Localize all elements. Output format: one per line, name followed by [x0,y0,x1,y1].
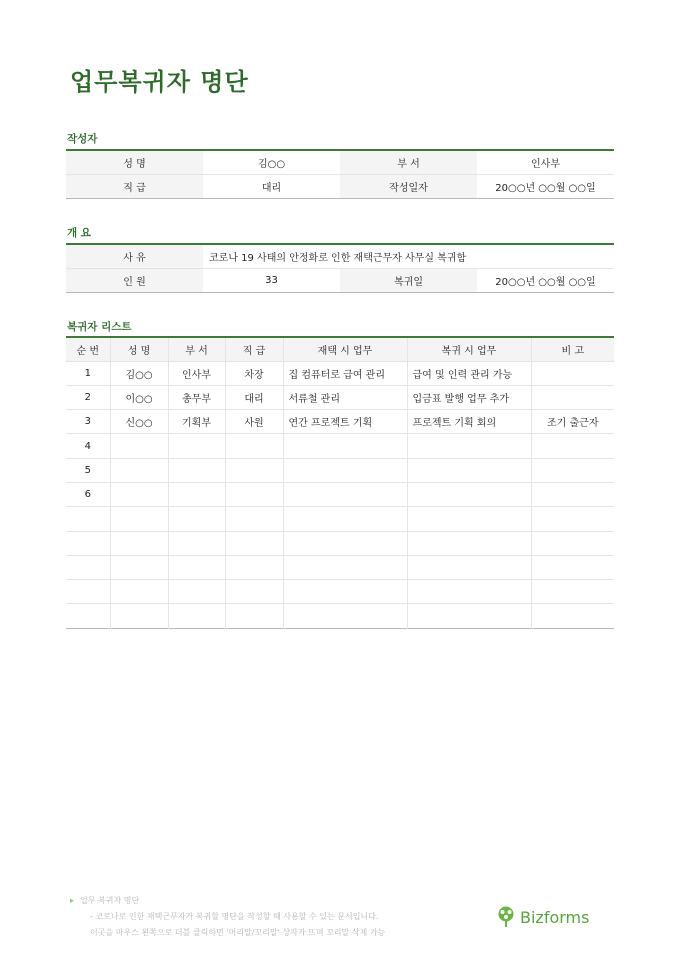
footer-description: - 코로나로 인한 재택근무자가 복귀할 명단을 작성할 때 사용할 수 있는 문서입니다. [90,912,379,921]
return-task-cell[interactable] [407,555,531,579]
name-value[interactable]: 김○○ [203,150,340,174]
remote-task-cell[interactable] [283,580,407,604]
name-label: 성 명 [66,150,203,174]
date-label: 작성일자 [340,174,477,198]
return-task-cell[interactable]: 급여 및 인력 관리 가능 [407,361,531,385]
row-number-cell[interactable]: 6 [66,482,110,506]
returnee-name-cell[interactable] [110,482,168,506]
reason-value[interactable]: 코로나 19 사태의 안정화로 인한 재택근무자 사무실 복귀함 [203,244,614,268]
returnee-name-cell[interactable]: 신○○ [110,410,168,434]
note-cell[interactable] [531,580,614,604]
footer-hint: 이곳을 마우스 왼쪽으로 더블 클릭하면 '머리말/꼬리말' 상자가 뜨며 꼬리말 삭제 가능 [90,928,386,937]
column-header-note: 비 고 [531,337,614,361]
returnee-department-cell[interactable]: 총무부 [168,385,225,409]
returnee-rank-cell[interactable]: 대리 [225,385,283,409]
rank-label: 직 급 [66,174,203,198]
remote-task-cell[interactable] [283,555,407,579]
return-date-value[interactable]: 20○○년 ○○월 ○○일 [495,276,596,288]
writer-table [66,149,614,199]
column-header-return-work: 복귀 시 업무 [407,337,531,361]
return-task-cell[interactable] [407,507,531,531]
returnee-name-cell[interactable] [110,531,168,555]
note-cell[interactable] [531,507,614,531]
remote-task-cell[interactable]: 연간 프로젝트 기획 [283,410,407,434]
row-number-cell[interactable] [66,580,110,604]
remote-task-cell[interactable] [283,434,407,458]
return-task-cell[interactable] [407,434,531,458]
returnee-rank-cell[interactable] [225,580,283,604]
column-header-no: 순 번 [66,337,110,361]
returnee-name-cell[interactable] [110,458,168,482]
row-number-cell[interactable]: 5 [66,458,110,482]
footer-title: 업무 복귀자 명단 [80,896,140,905]
table-row [66,410,614,434]
remote-task-cell[interactable] [283,507,407,531]
return-task-cell[interactable] [407,604,531,628]
returnee-rank-cell[interactable] [225,458,283,482]
headcount-value[interactable]: 33 [265,274,278,286]
row-number-cell[interactable]: 4 [66,434,110,458]
row-number-cell[interactable] [66,604,110,628]
returnee-rank-cell[interactable] [225,604,283,628]
returnee-rank-cell[interactable] [225,531,283,555]
returnee-rank-cell[interactable] [225,482,283,506]
brand-name: Bizforms [520,907,590,927]
overview-section-title: 개 요 [67,227,91,239]
note-cell[interactable] [531,604,614,628]
date-value[interactable]: 20○○년 ○○월 ○○일 [495,182,596,194]
note-cell[interactable] [531,385,614,409]
tree-logo-icon [496,906,516,928]
row-number-cell[interactable] [66,507,110,531]
note-cell[interactable] [531,434,614,458]
table-row [66,531,614,555]
column-header-rank: 직 급 [225,337,283,361]
table-row [66,268,614,292]
returnee-rank-cell[interactable] [225,434,283,458]
returnee-rank-cell[interactable]: 사원 [225,410,283,434]
return-date-label: 복귀일 [340,268,477,292]
returnee-rank-cell[interactable] [225,507,283,531]
department-value[interactable]: 인사부 [477,150,614,174]
column-header-remote-work: 재택 시 업무 [283,337,407,361]
returnee-name-cell[interactable] [110,434,168,458]
remote-task-cell[interactable] [283,458,407,482]
return-task-cell[interactable]: 프로젝트 기획 회의 [407,410,531,434]
returnee-name-cell[interactable] [110,507,168,531]
table-row [66,150,614,174]
column-header-name: 성 명 [110,337,168,361]
footer [70,893,385,941]
table-row [66,555,614,579]
returnee-rank-cell[interactable]: 차장 [225,361,283,385]
table-row [66,458,614,482]
table-row [66,434,614,458]
headcount-label: 인 원 [66,268,203,292]
returnee-department-cell[interactable] [168,507,225,531]
note-cell[interactable] [531,531,614,555]
returnee-name-cell[interactable]: 김○○ [110,361,168,385]
returnee-department-cell[interactable] [168,434,225,458]
returnee-department-cell[interactable] [168,531,225,555]
returnee-department-cell[interactable] [168,482,225,506]
note-cell[interactable] [531,555,614,579]
remote-task-cell[interactable] [283,531,407,555]
triangle-bullet-icon: ▸ [70,896,75,905]
returnee-department-cell[interactable]: 기획부 [168,410,225,434]
return-task-cell[interactable] [407,482,531,506]
table-row [66,244,614,268]
returnee-department-cell[interactable] [168,604,225,628]
remote-task-cell[interactable] [283,604,407,628]
note-cell[interactable] [531,482,614,506]
note-cell[interactable] [531,458,614,482]
returnee-department-cell[interactable] [168,580,225,604]
department-label: 부 서 [340,150,477,174]
table-row [66,385,614,409]
table-row [66,361,614,385]
note-cell[interactable] [531,361,614,385]
returnee-department-cell[interactable] [168,458,225,482]
table-row [66,507,614,531]
row-number-cell[interactable] [66,531,110,555]
return-task-cell[interactable] [407,531,531,555]
table-row [66,482,614,506]
overview-table [66,243,614,293]
returnee-rank-cell[interactable] [225,555,283,579]
remote-task-cell[interactable] [283,482,407,506]
page-title: 업무복귀자 명단 [70,68,249,96]
rank-value[interactable]: 대리 [261,182,282,194]
writer-section-title: 작성자 [67,133,98,145]
table-header-row [66,337,614,361]
return-task-cell[interactable] [407,458,531,482]
returnee-department-cell[interactable]: 인사부 [168,361,225,385]
returnee-table [66,336,614,629]
returnee-name-cell[interactable] [110,604,168,628]
row-number-cell[interactable] [66,555,110,579]
return-task-cell[interactable]: 입금표 발행 업무 추가 [407,385,531,409]
row-number-cell[interactable]: 1 [66,361,110,385]
remote-task-cell[interactable]: 집 컴퓨터로 급여 관리 [283,361,407,385]
brand-logo [496,906,589,928]
reason-label: 사 유 [66,244,203,268]
list-section-title: 복귀자 리스트 [67,321,132,333]
returnee-name-cell[interactable] [110,580,168,604]
returnee-name-cell[interactable]: 이○○ [110,385,168,409]
table-row [66,580,614,604]
table-row [66,174,614,198]
remote-task-cell[interactable]: 서류철 관리 [283,385,407,409]
row-number-cell[interactable]: 3 [66,410,110,434]
row-number-cell[interactable]: 2 [66,385,110,409]
return-task-cell[interactable] [407,580,531,604]
returnee-department-cell[interactable] [168,555,225,579]
column-header-department: 부 서 [168,337,225,361]
table-row [66,604,614,628]
note-cell[interactable]: 조기 출근자 [531,410,614,434]
returnee-name-cell[interactable] [110,555,168,579]
